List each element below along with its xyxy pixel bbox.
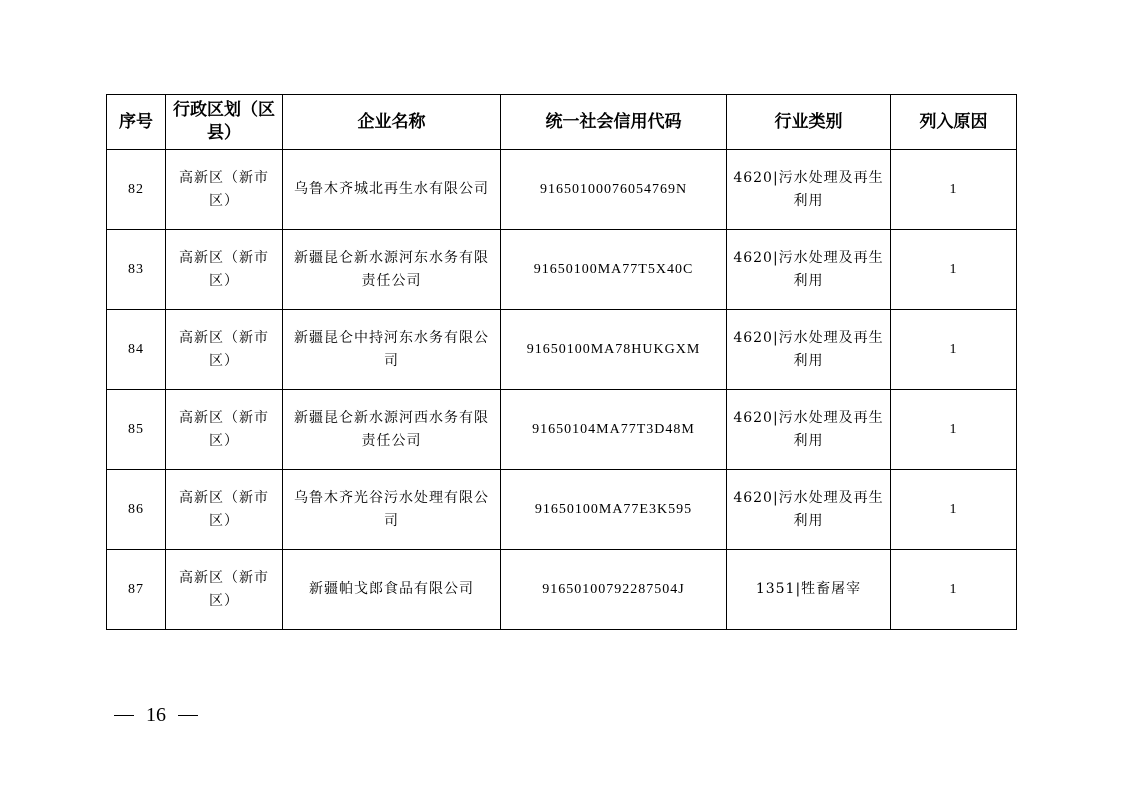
row-index: 82 bbox=[107, 150, 166, 230]
row-company: 新疆昆仑中持河东水务有限公司 bbox=[283, 310, 501, 390]
row-index: 85 bbox=[107, 390, 166, 470]
footer-dash-left bbox=[114, 715, 134, 716]
row-index: 86 bbox=[107, 470, 166, 550]
header-district: 行政区划（区县） bbox=[166, 95, 283, 150]
row-reason: 1 bbox=[891, 550, 1017, 630]
row-district: 高新区（新市区） bbox=[166, 390, 283, 470]
row-reason: 1 bbox=[891, 470, 1017, 550]
header-company: 企业名称 bbox=[283, 95, 501, 150]
row-company: 新疆帕戈郎食品有限公司 bbox=[283, 550, 501, 630]
footer-dash-right bbox=[178, 715, 198, 716]
table-row bbox=[107, 470, 1017, 550]
row-index: 84 bbox=[107, 310, 166, 390]
row-district: 高新区（新市区） bbox=[166, 230, 283, 310]
row-credit-code: 91650100MA78HUKGXM bbox=[501, 310, 727, 390]
row-industry: 4620|污水处理及再生利用 bbox=[727, 470, 891, 550]
row-district: 高新区（新市区） bbox=[166, 550, 283, 630]
header-industry: 行业类别 bbox=[727, 95, 891, 150]
row-district: 高新区（新市区） bbox=[166, 470, 283, 550]
row-company: 乌鲁木齐光谷污水处理有限公司 bbox=[283, 470, 501, 550]
page-number: 16 bbox=[146, 704, 166, 726]
row-reason: 1 bbox=[891, 310, 1017, 390]
table-header-row bbox=[107, 95, 1017, 150]
row-reason: 1 bbox=[891, 230, 1017, 310]
row-industry: 4620|污水处理及再生利用 bbox=[727, 390, 891, 470]
row-company: 新疆昆仑新水源河东水务有限责任公司 bbox=[283, 230, 501, 310]
row-company: 新疆昆仑新水源河西水务有限责任公司 bbox=[283, 390, 501, 470]
row-credit-code: 91650100MA77T5X40C bbox=[501, 230, 727, 310]
table-row bbox=[107, 390, 1017, 470]
table-row bbox=[107, 150, 1017, 230]
enterprise-table bbox=[106, 94, 1017, 630]
row-industry: 1351|牲畜屠宰 bbox=[727, 550, 891, 630]
row-credit-code: 91650104MA77T3D48M bbox=[501, 390, 727, 470]
table-row bbox=[107, 310, 1017, 390]
header-index: 序号 bbox=[107, 95, 166, 150]
row-reason: 1 bbox=[891, 390, 1017, 470]
row-district: 高新区（新市区） bbox=[166, 150, 283, 230]
row-industry: 4620|污水处理及再生利用 bbox=[727, 310, 891, 390]
row-index: 83 bbox=[107, 230, 166, 310]
row-credit-code: 91650100076054769N bbox=[501, 150, 727, 230]
row-district: 高新区（新市区） bbox=[166, 310, 283, 390]
table-row bbox=[107, 550, 1017, 630]
table-row bbox=[107, 230, 1017, 310]
row-industry: 4620|污水处理及再生利用 bbox=[727, 150, 891, 230]
row-company: 乌鲁木齐城北再生水有限公司 bbox=[283, 150, 501, 230]
row-industry: 4620|污水处理及再生利用 bbox=[727, 230, 891, 310]
row-credit-code: 91650100792287504J bbox=[501, 550, 727, 630]
row-credit-code: 91650100MA77E3K595 bbox=[501, 470, 727, 550]
page-footer bbox=[114, 704, 198, 727]
header-reason: 列入原因 bbox=[891, 95, 1017, 150]
header-credit-code: 统一社会信用代码 bbox=[501, 95, 727, 150]
row-reason: 1 bbox=[891, 150, 1017, 230]
row-index: 87 bbox=[107, 550, 166, 630]
